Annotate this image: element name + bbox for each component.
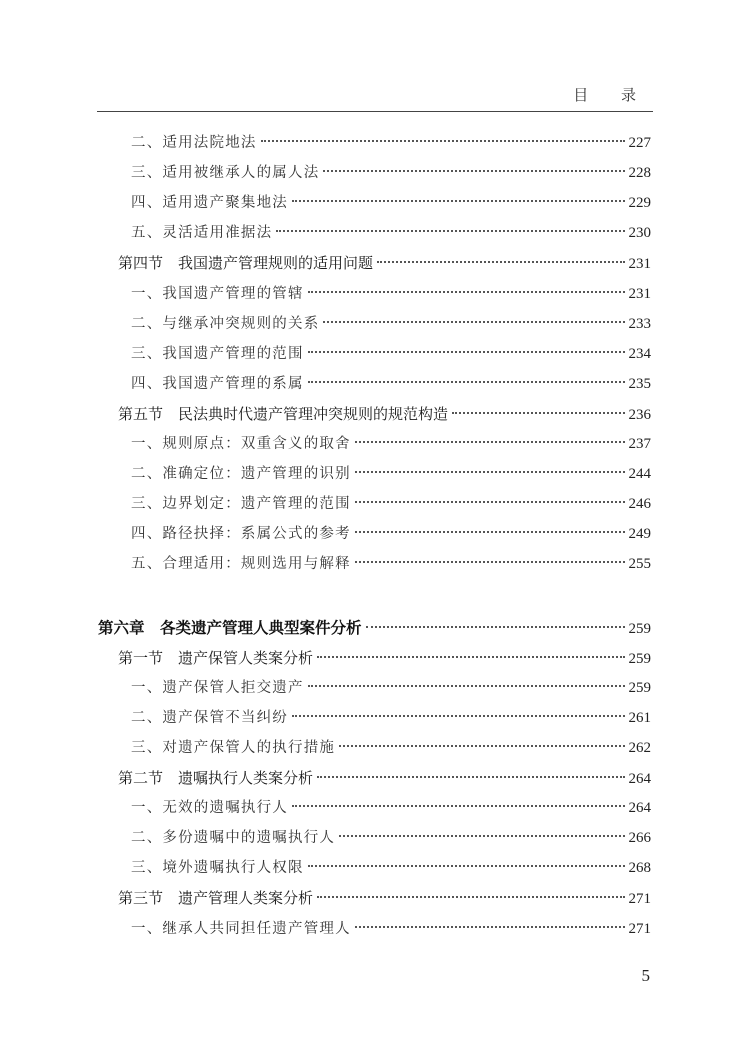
dot-leader xyxy=(323,170,624,172)
toc-entry-page-number: 262 xyxy=(628,739,651,756)
toc-entry-title: 一、继承人共同担任遗产管理人 xyxy=(131,920,351,937)
dot-leader xyxy=(355,926,625,928)
dot-leader xyxy=(355,501,625,503)
toc-entry-page-number: 233 xyxy=(628,315,651,332)
toc-entry-title: 二、与继承冲突规则的关系 xyxy=(131,315,320,332)
toc-item-row[interactable] xyxy=(131,793,651,823)
toc-entry-page-number: 259 xyxy=(628,650,651,667)
toc-entry-title: 四、我国遗产管理的系属 xyxy=(131,375,304,392)
toc-entry-title: 第四节 我国遗产管理规则的适用问题 xyxy=(118,254,374,273)
toc-item-row[interactable] xyxy=(131,549,651,579)
dot-leader xyxy=(308,381,625,383)
toc-entry-title: 三、边界划定：遗产管理的范围 xyxy=(131,496,351,513)
toc-item-row[interactable] xyxy=(131,853,651,883)
dot-leader xyxy=(452,412,624,414)
toc-entry-page-number: 235 xyxy=(628,375,651,392)
toc-entry-page-number: 246 xyxy=(628,496,651,513)
toc-item-row[interactable] xyxy=(131,309,651,339)
header-rule xyxy=(97,111,653,112)
toc-entry-page-number: 259 xyxy=(628,620,651,637)
dot-leader xyxy=(355,441,625,443)
toc-entry-page-number: 237 xyxy=(628,436,651,452)
dot-leader xyxy=(339,835,624,837)
toc-entry-page-number: 249 xyxy=(628,526,651,543)
toc-item-row[interactable] xyxy=(131,218,651,248)
toc-entry-title: 一、规则原点：双重含义的取舍 xyxy=(131,436,351,452)
toc-entry-page-number: 227 xyxy=(628,135,651,151)
toc-entry-page-number: 259 xyxy=(628,679,651,696)
toc-entry-title: 第一节 遗产保管人类案分析 xyxy=(118,648,314,667)
toc-item-row[interactable] xyxy=(131,703,651,733)
toc-entry-title: 第五节 民法典时代遗产管理冲突规则的规范构造 xyxy=(118,404,449,423)
toc-entry-title: 二、适用法院地法 xyxy=(131,135,257,151)
toc-entry-page-number: 228 xyxy=(628,165,651,182)
toc-entry-page-number: 236 xyxy=(628,406,651,423)
toc-entry-title: 第六章 各类遗产管理人典型案件分析 xyxy=(98,617,362,637)
toc-section-row[interactable] xyxy=(118,763,651,793)
dot-leader xyxy=(317,776,624,778)
toc-entry-title: 四、路径抉择：系属公式的参考 xyxy=(131,526,351,543)
toc-entry-title: 二、准确定位：遗产管理的识别 xyxy=(131,466,351,483)
dot-leader xyxy=(308,351,625,353)
toc-entry-page-number: 264 xyxy=(628,771,651,787)
toc-item-row[interactable] xyxy=(131,823,651,853)
toc-item-row[interactable] xyxy=(131,673,651,703)
dot-leader xyxy=(308,291,625,293)
toc-section-row[interactable] xyxy=(118,248,651,278)
dot-leader xyxy=(292,200,625,202)
toc-entry-title: 二、遗产保管不当纠纷 xyxy=(131,709,288,726)
toc-entry-page-number: 244 xyxy=(628,466,651,483)
toc-item-row[interactable] xyxy=(131,459,651,489)
toc-entry-page-number: 231 xyxy=(628,285,651,302)
toc-entry-page-number: 231 xyxy=(628,256,651,273)
toc-item-row[interactable] xyxy=(131,429,651,459)
toc-entry-page-number: 271 xyxy=(628,920,651,937)
toc-entry-title: 五、灵活适用准据法 xyxy=(131,225,273,242)
dot-leader xyxy=(276,230,624,232)
toc-entry-title: 三、对遗产保管人的执行措施 xyxy=(131,739,336,756)
toc-entry-title: 五、合理适用：规则选用与解释 xyxy=(131,556,351,573)
toc-entry-page-number: 266 xyxy=(628,830,651,847)
dot-leader xyxy=(323,321,624,323)
toc-item-row[interactable] xyxy=(131,279,651,309)
dot-leader xyxy=(308,865,625,867)
toc-item-row[interactable] xyxy=(131,519,651,549)
toc-item-row[interactable] xyxy=(131,914,651,944)
dot-leader xyxy=(317,896,624,898)
toc-entry-title: 第二节 遗嘱执行人类案分析 xyxy=(118,769,314,787)
toc-entry-page-number: 230 xyxy=(628,225,651,242)
toc-entry-page-number: 234 xyxy=(628,345,651,362)
toc-item-row[interactable] xyxy=(131,369,651,399)
dot-leader xyxy=(317,656,624,658)
toc-entry-title: 第三节 遗产管理人类案分析 xyxy=(118,889,314,908)
toc-entry-title: 一、我国遗产管理的管辖 xyxy=(131,285,304,302)
toc-item-row[interactable] xyxy=(131,489,651,519)
toc-entry-page-number: 255 xyxy=(628,556,651,573)
toc-entry-page-number: 261 xyxy=(628,709,651,726)
toc-chapter-row[interactable] xyxy=(98,613,651,643)
toc-entry-page-number: 229 xyxy=(628,195,651,212)
toc-entry-page-number: 268 xyxy=(628,860,651,877)
toc-entry-title: 一、无效的遗嘱执行人 xyxy=(131,800,288,817)
toc-item-row[interactable] xyxy=(131,339,651,369)
toc-entry-title: 四、适用遗产聚集地法 xyxy=(131,195,288,212)
dot-leader xyxy=(366,626,625,628)
toc-entry-title: 三、适用被继承人的属人法 xyxy=(131,165,320,182)
running-header-title: 目 录 xyxy=(573,86,650,104)
toc-section-row[interactable] xyxy=(118,399,651,429)
toc-entry-title: 二、多份遗嘱中的遗嘱执行人 xyxy=(131,830,336,847)
dot-leader xyxy=(355,561,625,563)
toc-entry-page-number: 271 xyxy=(628,891,651,908)
dot-leader xyxy=(339,745,624,747)
toc-item-row[interactable] xyxy=(131,188,651,218)
dot-leader xyxy=(261,140,625,142)
toc-item-row[interactable] xyxy=(131,158,651,188)
dot-leader xyxy=(355,471,625,473)
dot-leader xyxy=(292,805,625,807)
toc-section-row[interactable] xyxy=(118,643,651,673)
toc-entry-title: 三、我国遗产管理的范围 xyxy=(131,345,304,362)
toc-section-row[interactable] xyxy=(118,883,651,913)
toc-item-row[interactable] xyxy=(131,733,651,763)
toc-entry-title: 三、境外遗嘱执行人权限 xyxy=(131,860,304,877)
dot-leader xyxy=(377,261,624,263)
toc-entry-title: 一、遗产保管人拒交遗产 xyxy=(131,679,304,696)
page-number: 5 xyxy=(641,966,650,985)
toc-entry-page-number: 264 xyxy=(628,800,651,817)
dot-leader xyxy=(292,715,625,717)
dot-leader xyxy=(308,685,625,687)
dot-leader xyxy=(355,531,625,533)
toc-item-row[interactable] xyxy=(131,128,651,158)
